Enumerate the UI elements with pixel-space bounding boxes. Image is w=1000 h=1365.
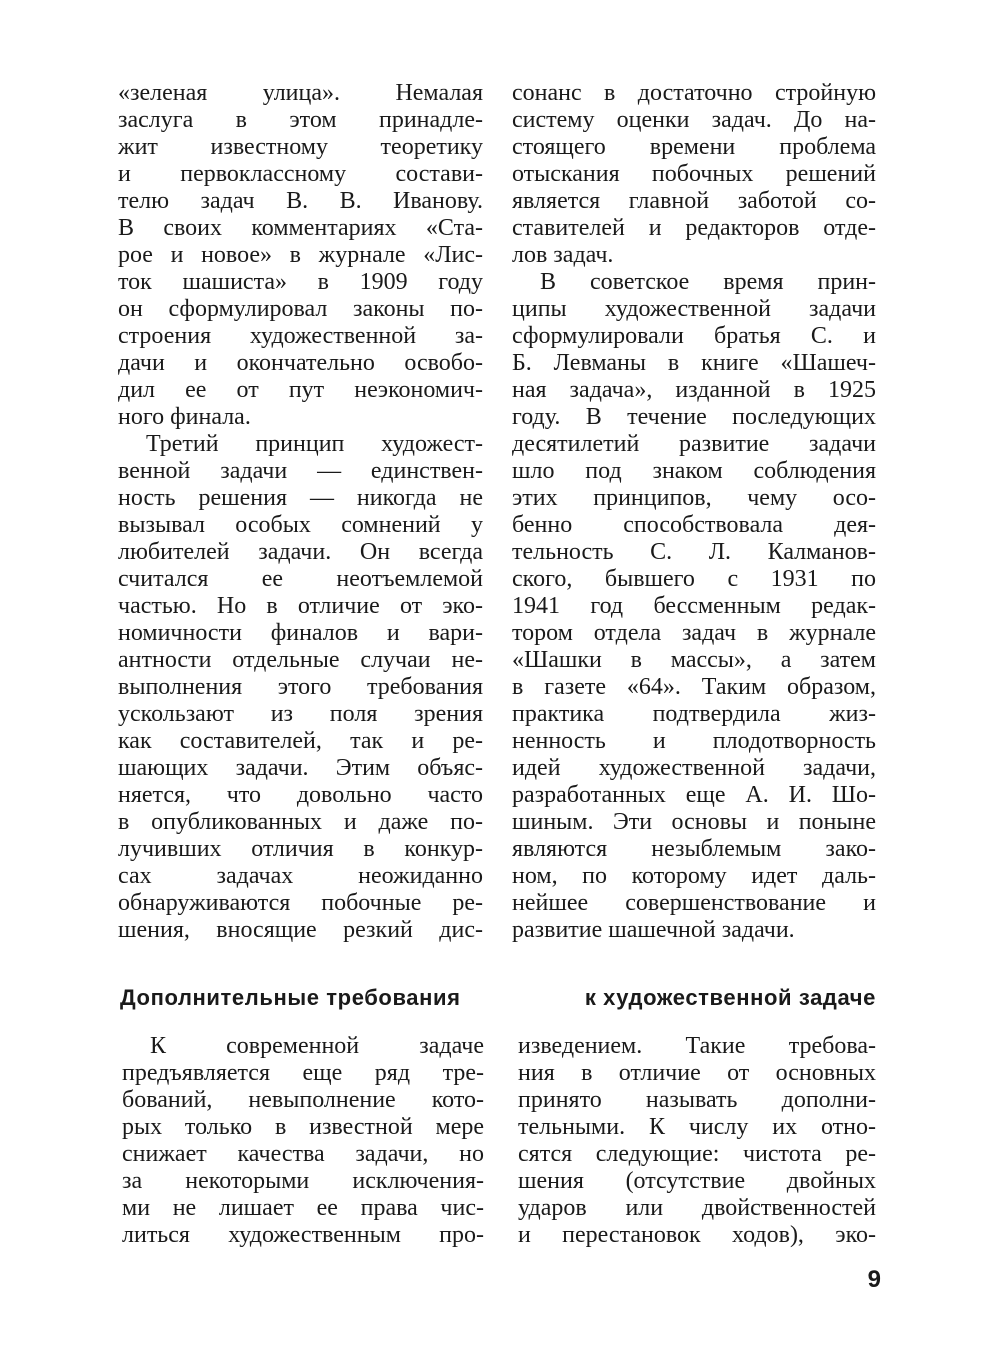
text-line: В своих комментариях «Ста-	[118, 215, 483, 241]
text-line: тельность С. Л. Калманов-	[512, 539, 876, 565]
text-line: изведением. Такие требова-	[518, 1033, 876, 1059]
text-line: ми не лишает ее права чис-	[122, 1195, 484, 1221]
text-line: любителей задачи. Он всегда	[118, 539, 483, 565]
text-line: ударов или двойственностей	[518, 1195, 876, 1221]
text-line: ского, бывшего с 1931 по	[512, 566, 876, 592]
text-line: няется, что довольно часто	[118, 782, 483, 808]
text-line: отыскания побочных решений	[512, 161, 876, 187]
text-line: является главной заботой со-	[512, 188, 876, 214]
text-line: стоящего времени проблема	[512, 134, 876, 160]
section-heading	[120, 983, 876, 1013]
text-line: ципы художественной задачи	[512, 296, 876, 322]
text-line: шающих задачи. Этим объяс-	[118, 755, 483, 781]
text-line: ненность и плодотворность	[512, 728, 876, 754]
text-line: дачи и окончательно освобо-	[118, 350, 483, 376]
text-line: сонанс в достаточно стройную	[512, 80, 876, 106]
text-line: Б. Левманы в книге «Шашеч-	[512, 350, 876, 376]
text-line: бенно способствовала дея-	[512, 512, 876, 538]
page-number: 9	[867, 1266, 881, 1293]
text-line: считался ее неотъемлемой	[118, 566, 483, 592]
text-line: развитие шашечной задачи.	[512, 917, 795, 943]
text-line: заслуга в этом принадле-	[118, 107, 483, 133]
text-line: идей художественной задачи,	[512, 755, 876, 781]
text-line: шения (отсутствие двойных	[518, 1168, 876, 1194]
text-line: шло под знаком соблюдения	[512, 458, 876, 484]
text-line: разработанных еще А. И. Шо-	[512, 782, 876, 808]
text-line: Третий принцип художест-	[146, 431, 483, 457]
bottom-left-column	[122, 1033, 484, 1249]
text-line: практика подтвердила жиз-	[512, 701, 876, 727]
text-line: предъявляется еще ряд тре-	[122, 1060, 484, 1086]
text-line: году. В течение последующих	[512, 404, 876, 430]
text-line: за некоторыми исключения-	[122, 1168, 484, 1194]
text-line: рых только в известной мере	[122, 1114, 484, 1140]
text-line: дил ее от пут неэкономич-	[118, 377, 483, 403]
text-line: ного финала.	[118, 404, 251, 430]
text-line: антности отдельные случаи не-	[118, 647, 483, 673]
text-line: сформулировали братья С. и	[512, 323, 876, 349]
section-heading-part2: к художественной задаче	[584, 985, 876, 1010]
text-line: десятилетий развитие задачи	[512, 431, 876, 457]
text-line: и первоклассному состави-	[118, 161, 483, 187]
text-line: ном, по которому идет даль-	[512, 863, 876, 889]
text-line: ния в отличие от основных	[518, 1060, 876, 1086]
text-line: систему оценки задач. До на-	[512, 107, 876, 133]
text-line: ность решения — никогда не	[118, 485, 483, 511]
text-line: лучивших отличия в конкур-	[118, 836, 483, 862]
top-right-column	[512, 80, 876, 944]
text-line: «Шашки в массы», а затем	[512, 647, 876, 673]
text-line: номичности финалов и вари-	[118, 620, 483, 646]
text-line: строения художественной за-	[118, 323, 483, 349]
top-left-column	[118, 80, 483, 944]
text-line: шиным. Эти основы и поныне	[512, 809, 876, 835]
text-line: в опубликованных и даже по-	[118, 809, 483, 835]
text-line: сах задачах неожиданно	[118, 863, 483, 889]
text-line: «зеленая улица». Немалая	[118, 80, 483, 106]
text-line: в газете «64». Таким образом,	[512, 674, 876, 700]
text-line: частью. Но в отличие от эко-	[118, 593, 483, 619]
text-line: выполнения этого требования	[118, 674, 483, 700]
text-line: являются незыблемым зако-	[512, 836, 876, 862]
text-line: литься художественным про-	[122, 1222, 484, 1248]
text-line: тельными. К числу их отно-	[518, 1114, 876, 1140]
text-line: он сформулировал законы по-	[118, 296, 483, 322]
text-line: телю задач В. В. Иванову.	[118, 188, 483, 214]
text-line: 1941 год бессменным редак-	[512, 593, 876, 619]
text-line: принято называть дополни-	[518, 1087, 876, 1113]
text-line: рое и новое» в журнале «Лис-	[118, 242, 483, 268]
text-line: как составителей, так и ре-	[118, 728, 483, 754]
text-line: венной задачи — единствен-	[118, 458, 483, 484]
text-line: В советское время прин-	[540, 269, 876, 295]
text-line: и перестановок ходов), эко-	[518, 1222, 876, 1248]
text-line: нейшее совершенствование и	[512, 890, 876, 916]
section-heading-part1: Дополнительные требования	[120, 985, 461, 1010]
text-line: тором отдела задач в журнале	[512, 620, 876, 646]
text-line: ставителей и редакторов отде-	[512, 215, 876, 241]
text-line: ток шашиста» в 1909 году	[118, 269, 483, 295]
text-line: этих принципов, чему осо-	[512, 485, 876, 511]
text-line: жит известному теоретику	[118, 134, 483, 160]
text-line: шения, вносящие резкий дис-	[118, 917, 483, 943]
text-line: снижает качества задачи, но	[122, 1141, 484, 1167]
text-line: ускользают из поля зрения	[118, 701, 483, 727]
text-line: вызывал особых сомнений у	[118, 512, 483, 538]
text-line: сятся следующие: чистота ре-	[518, 1141, 876, 1167]
bottom-right-column	[518, 1033, 876, 1249]
text-line: К современной задаче	[150, 1033, 484, 1059]
text-line: лов задач.	[512, 242, 614, 268]
text-line: бований, невыполнение кото-	[122, 1087, 484, 1113]
text-line: ная задача», изданной в 1925	[512, 377, 876, 403]
text-line: обнаруживаются побочные ре-	[118, 890, 483, 916]
